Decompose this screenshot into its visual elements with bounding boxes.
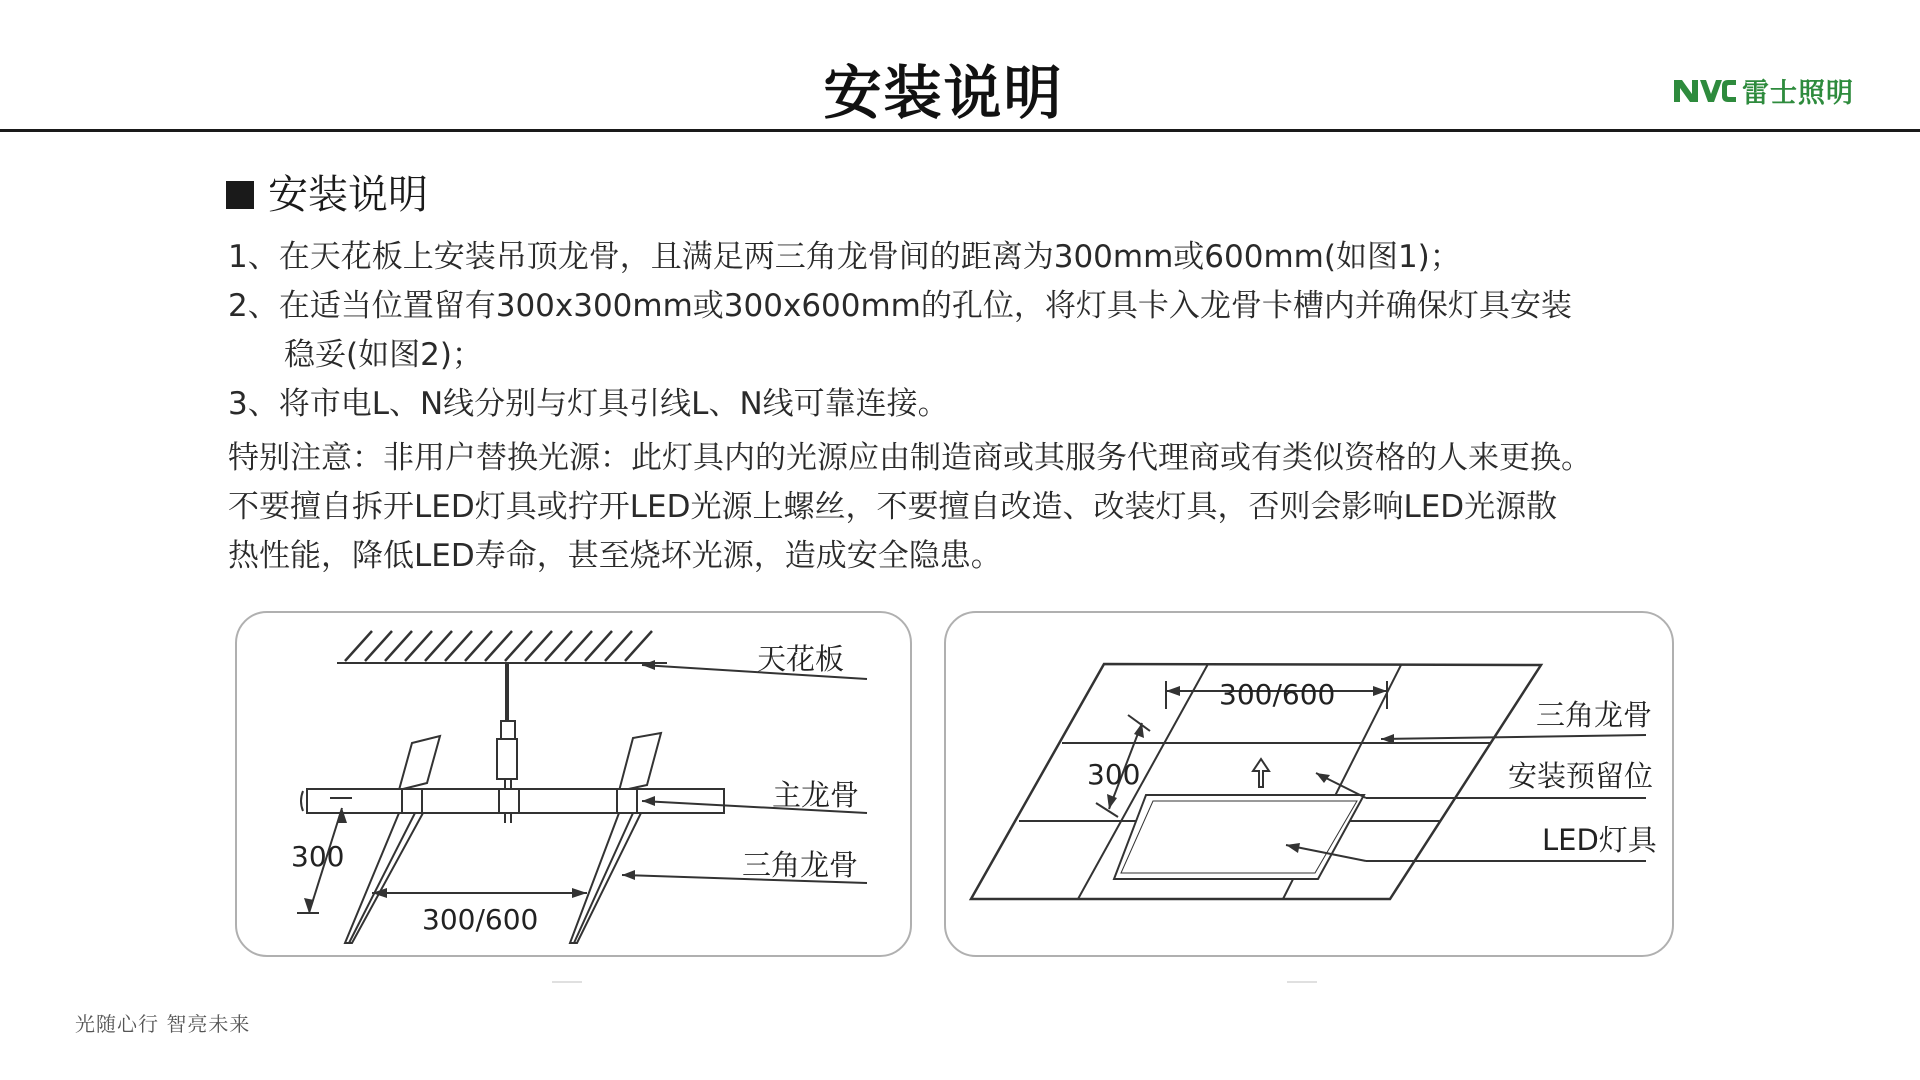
step-2-continued: 稳妥(如图2)； <box>284 337 483 373</box>
figure-1-diagram <box>237 613 914 959</box>
notice-line-2: 不要擅自拆开LED灯具或拧开LED光源上螺丝，不要擅自改造、改装灯具，否则会影响LED光源散 <box>228 489 1558 525</box>
notice-line-1: 特别注意：非用户替换光源：此灯具内的光源应由制造商或其服务代理商或有类似资格的人来更换。 <box>228 440 1592 476</box>
title-divider <box>0 129 1920 132</box>
figure-1-caption-mark <box>552 981 582 983</box>
figure-2-panel <box>944 611 1674 957</box>
figure-1-panel <box>235 611 912 957</box>
dim-height-300: 300 <box>291 840 345 873</box>
label-ceiling: 天花板 <box>757 642 845 676</box>
brand-logo <box>1672 70 1854 110</box>
label-main-keel: 主龙骨 <box>772 778 860 812</box>
label-reserved-position: 安装预留位 <box>1508 759 1654 793</box>
step-2: 2、在适当位置留有300x300mm或300x600mm的孔位，将灯具卡入龙骨卡槽内并确保灯具安装 <box>228 288 1572 324</box>
section-title: 安装说明 <box>268 172 428 218</box>
figure-2-diagram <box>946 613 1676 959</box>
square-bullet-icon <box>226 181 254 209</box>
nvc-logo-icon <box>1672 76 1738 104</box>
label-triangle-keel: 三角龙骨 <box>1536 698 1653 732</box>
step-1: 1、在天花板上安装吊顶龙骨，且满足两三角龙骨间的距离为300mm或600mm(如图1)； <box>228 239 1461 275</box>
dim-span-300-600: 300/600 <box>1219 678 1336 711</box>
section-heading <box>226 170 428 220</box>
figure-2-caption-mark <box>1287 981 1317 983</box>
label-led-luminaire: LED灯具 <box>1542 823 1657 857</box>
label-triangle-keel: 三角龙骨 <box>742 848 859 882</box>
page-title: 安装说明 <box>823 59 1064 127</box>
dim-span-300-600: 300/600 <box>422 903 539 936</box>
logo-text: 雷士照明 <box>1742 77 1854 109</box>
footer-slogan: 光随心行 智亮未来 <box>75 1012 251 1036</box>
dim-height-300: 300 <box>1087 758 1141 791</box>
notice-line-3: 热性能，降低LED寿命，甚至烧坏光源，造成安全隐患。 <box>228 538 1002 574</box>
step-3: 3、将市电L、N线分别与灯具引线L、N线可靠连接。 <box>228 386 949 422</box>
